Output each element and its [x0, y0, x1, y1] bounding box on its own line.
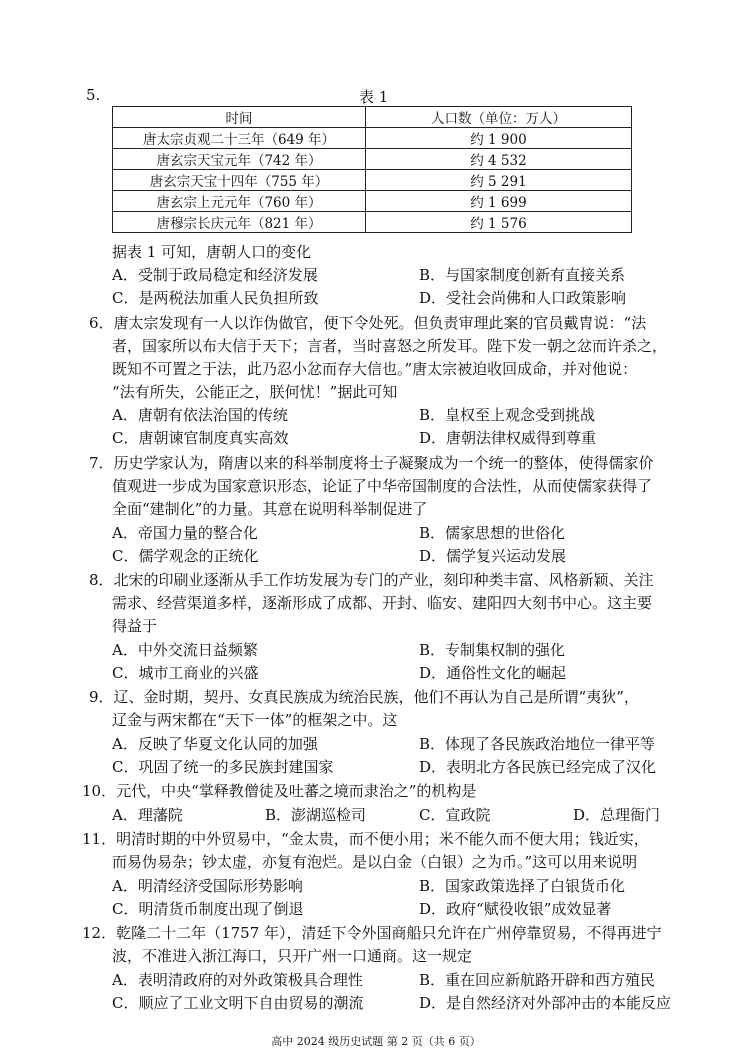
table-cell: 约 1 900: [366, 128, 632, 149]
table-row: [113, 170, 632, 191]
question-12-line-2: 波，不准进入浙江海口，只开广州一口通商。这一规定: [112, 947, 473, 965]
q9-option-b[interactable]: B．体现了各民族政治地位一律平等: [419, 735, 656, 753]
table-cell: 唐太宗贞观二十三年（649 年）: [113, 128, 366, 149]
q12-option-c[interactable]: C．顺应了工业文明下自由贸易的潮流: [112, 994, 364, 1012]
q7-option-c[interactable]: C．儒学观念的正统化: [112, 547, 259, 565]
q9-option-c[interactable]: C．巩固了统一的多民族封建国家: [112, 758, 334, 776]
q7-option-b[interactable]: B．儒家思想的世俗化: [419, 524, 566, 542]
question-5-number: 5.: [86, 86, 101, 104]
q6-option-d[interactable]: D．唐朝法律权威得到尊重: [419, 429, 597, 447]
table-cell: 唐玄宗天宝元年（742 年）: [113, 149, 366, 170]
page-footer: 高中 2024 级历史试题 第 2 页（共 6 页）: [271, 1035, 481, 1048]
q8-option-d[interactable]: D．通俗性文化的崛起: [419, 664, 567, 682]
q10-option-a[interactable]: A．理藩院: [112, 806, 183, 824]
q10-option-c[interactable]: C．宣政院: [419, 806, 491, 824]
q12-option-b[interactable]: B．重在回应新航路开辟和西方殖民: [419, 971, 656, 989]
q6-option-a[interactable]: A．唐朝有依法治国的传统: [112, 406, 288, 424]
q12-option-a[interactable]: A．表明清政府的对外政策极具合理性: [112, 971, 363, 989]
question-8-line-1: 8．北宋的印刷业逐渐从手工作坊发展为专门的产业，刻印种类丰富、风格新颖、关注: [89, 571, 654, 589]
q5-option-b[interactable]: B．与国家制度创新有直接关系: [419, 266, 626, 284]
q9-option-d[interactable]: D．表明北方各民族已经完成了汉化: [419, 758, 657, 776]
question-11-line-2: 而易伪易杂；钞太虚，亦复有泡烂。是以白金（白银）之为币。”这可以用来说明: [112, 853, 638, 871]
q8-option-c[interactable]: C．城市工商业的兴盛: [112, 664, 259, 682]
population-table: [112, 106, 632, 233]
question-6-line-1: 6．唐太宗发现有一人以诈伪做官，便下令处死。但负责审理此案的官员戴胄说：“法: [89, 314, 647, 332]
question-8-line-2: 需求、经营渠道多样，逐渐形成了成都、开封、临安、建阳四大刻书中心。这主要: [112, 594, 653, 612]
question-7-line-1: 7．历史学家认为，隋唐以来的科举制度将士子凝聚成为一个统一的整体，使得儒家价: [89, 454, 654, 472]
question-9-line-1: 9．辽、金时期，契丹、女真民族成为统治民族，他们不再认为自己是所谓“夷狄”，: [89, 688, 639, 706]
table-cell: 唐玄宗天宝十四年（755 年）: [113, 170, 366, 191]
table-cell: 约 5 291: [366, 170, 632, 191]
question-8-line-3: 得益于: [112, 617, 158, 635]
table-header-cell: 时间: [113, 107, 366, 128]
table-row: [113, 128, 632, 149]
question-7-line-3: 全面“建制化”的力量。其意在说明科举制促进了: [112, 500, 428, 518]
q11-option-b[interactable]: B．国家政策选择了白银货币化: [419, 877, 626, 895]
question-11-line-1: 11．明清时期的中外贸易中，“金太贵，而不便小用；米不能久而不便大用；钱近实，: [82, 830, 649, 848]
table-row: [113, 149, 632, 170]
q11-option-a[interactable]: A．明清经济受国际形势影响: [112, 877, 303, 895]
table-row: [113, 212, 632, 233]
q7-option-a[interactable]: A．帝国力量的整合化: [112, 524, 258, 542]
question-6-line-3: 既知不可置之于法，此乃忍小忿而存大信也。”唐太宗被迫收回成命，并对他说：: [112, 360, 638, 378]
q12-option-d[interactable]: D．是自然经济对外部冲击的本能反应: [419, 994, 672, 1012]
table-header-cell: 人口数（单位：万人）: [366, 107, 632, 128]
table-cell: 约 1 699: [366, 191, 632, 212]
q11-option-d[interactable]: D．政府“赋役收银”成效显著: [419, 900, 612, 918]
q7-option-d[interactable]: D．儒学复兴运动发展: [419, 547, 567, 565]
q9-option-a[interactable]: A．反映了华夏文化认同的加强: [112, 735, 318, 753]
table-cell: 唐玄宗上元元年（760 年）: [113, 191, 366, 212]
table-cell: 唐穆宗长庆元年（821 年）: [113, 212, 366, 233]
q11-option-c[interactable]: C．明清货币制度出现了倒退: [112, 900, 304, 918]
table-cell: 约 4 532: [366, 149, 632, 170]
q10-option-b[interactable]: B．澎湖巡检司: [265, 806, 367, 824]
table-cell: 约 1 576: [366, 212, 632, 233]
question-7-line-2: 值观进一步成为国家意识形态，论证了中华帝国制度的合法性，从而使儒家获得了: [112, 477, 653, 495]
question-6-line-4: “法有所失，公能正之，朕何忧！”据此可知: [112, 383, 398, 401]
question-5-stem: 据表 1 可知，唐朝人口的变化: [112, 243, 312, 261]
question-12-line-1: 12．乾隆二十二年（1757 年），清廷下令外国商船只允许在广州停靠贸易，不得再进宁: [82, 924, 662, 942]
q8-option-a[interactable]: A．中外交流日益频繁: [112, 641, 258, 659]
q10-option-d[interactable]: D．总理衙门: [573, 806, 661, 824]
q6-option-c[interactable]: C．唐朝谏官制度真实高效: [112, 429, 289, 447]
table-row: [113, 191, 632, 212]
q5-option-c[interactable]: C．是两税法加重人民负担所致: [112, 289, 319, 307]
table-header-row: [113, 107, 632, 128]
table-caption: 表 1: [359, 88, 389, 106]
question-10-line-1: 10．元代，中央“掌释教僧徒及吐蕃之境而隶治之”的机构是: [82, 782, 477, 800]
q6-option-b[interactable]: B．皇权至上观念受到挑战: [419, 406, 596, 424]
q5-option-d[interactable]: D．受社会尚佛和人口政策影响: [419, 289, 627, 307]
q5-option-a[interactable]: A．受制于政局稳定和经济发展: [112, 266, 318, 284]
question-9-line-2: 辽金与两宋都在“天下一体”的框架之中。这: [112, 711, 398, 729]
question-6-line-2: 者，国家所以布大信于天下；言者，当时喜怒之所发耳。陛下发一朝之忿而许杀之，: [112, 337, 668, 355]
q8-option-b[interactable]: B．专制集权制的强化: [419, 641, 566, 659]
